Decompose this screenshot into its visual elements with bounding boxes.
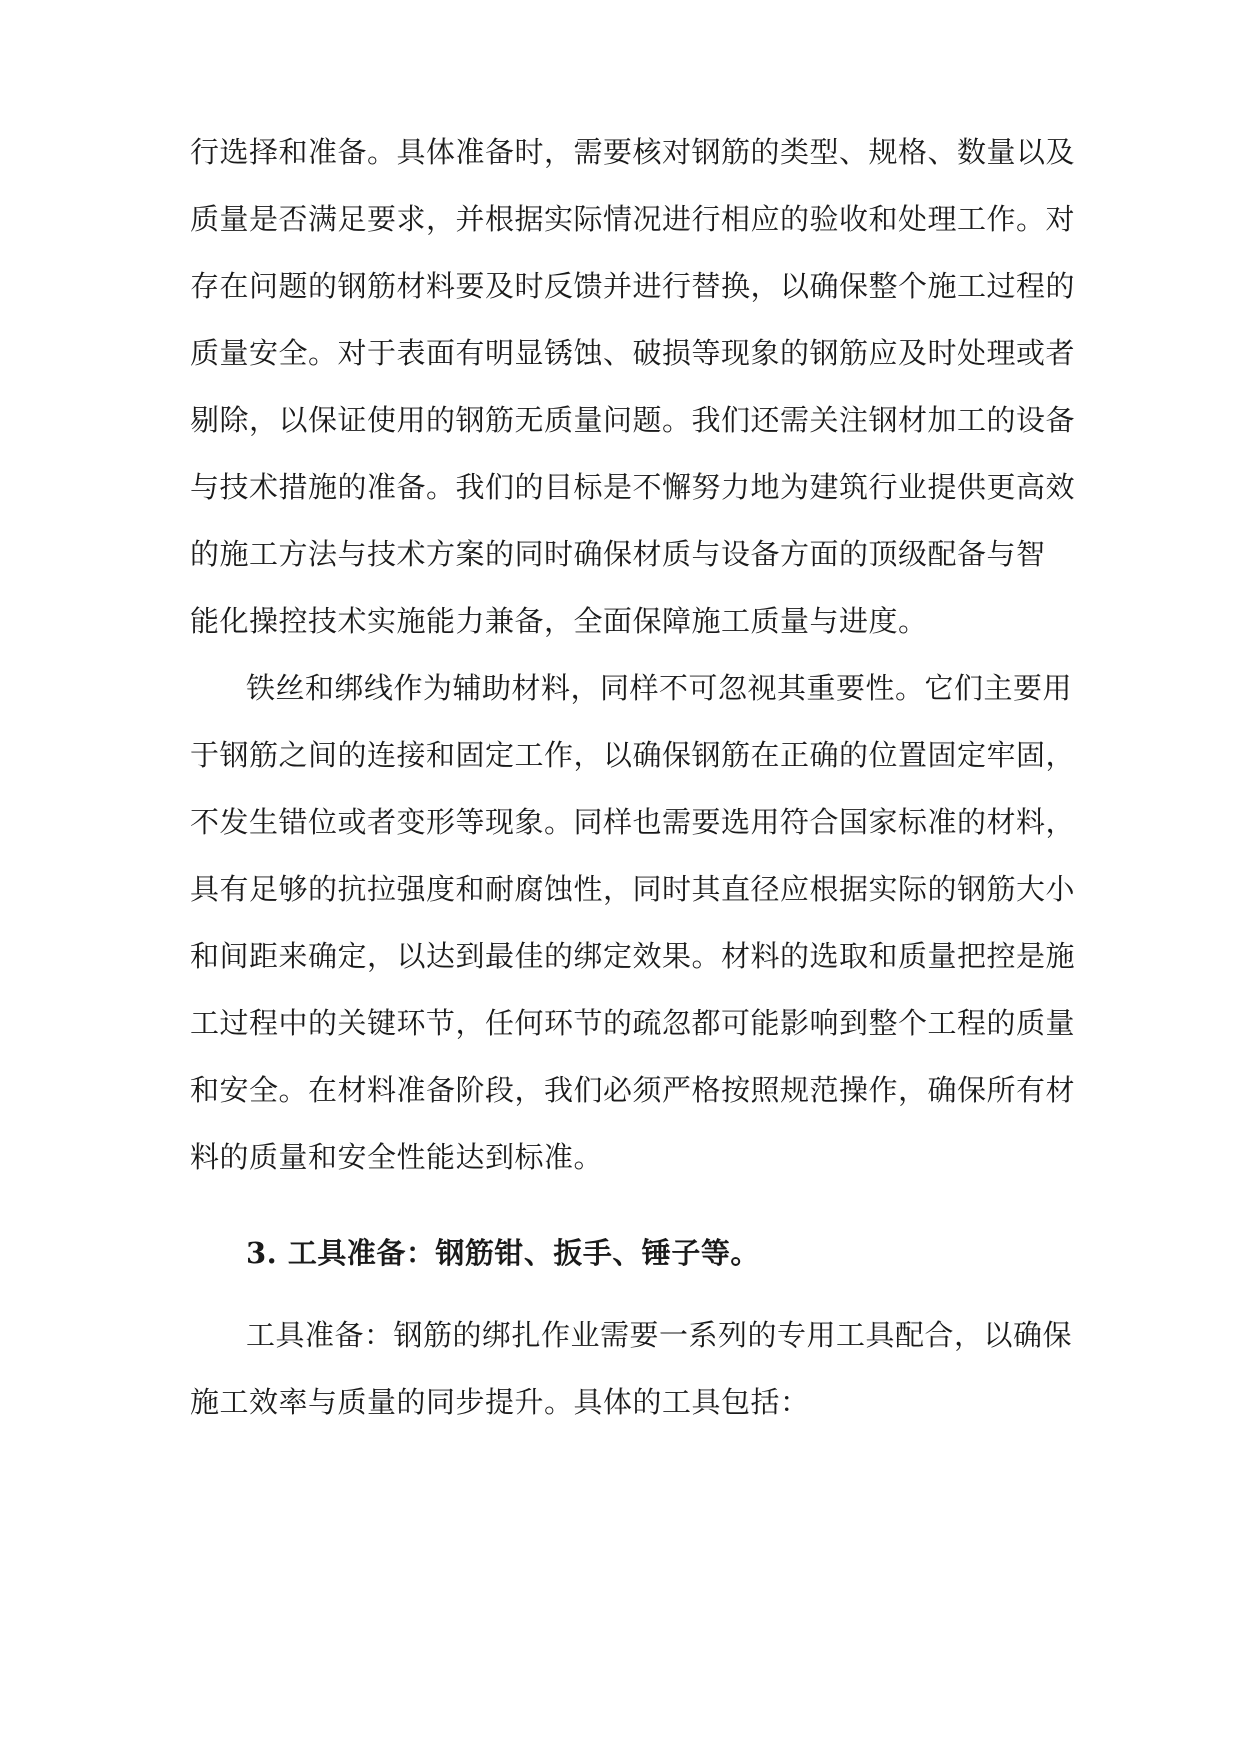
text-line: 料的质量和安全性能达到标准。 <box>190 1140 604 1174</box>
text-line: 不发生错位或者变形等现象。同样也需要选用符合国家标准的材料， <box>190 805 1076 839</box>
text-line: 能化操控技术实施能力兼备，全面保障施工质量与进度。 <box>190 604 928 638</box>
text-line: 和安全。在材料准备阶段，我们必须严格按照规范操作，确保所有材 <box>190 1073 1076 1107</box>
text-line: 质量安全。对于表面有明显锈蚀、破损等现象的钢筋应及时处理或者 <box>190 336 1076 370</box>
text-line: 的施工方法与技术方案的同时确保材质与设备方面的顶级配备与智 <box>190 537 1046 571</box>
text-line: 存在问题的钢筋材料要及时反馈并进行替换，以确保整个施工过程的 <box>190 269 1076 303</box>
text-line: 行选择和准备。具体准备时，需要核对钢筋的类型、规格、数量以及 <box>190 135 1076 169</box>
text-line: 质量是否满足要求，并根据实际情况进行相应的验收和处理工作。对 <box>190 202 1076 236</box>
text-line: 工过程中的关键环节，任何环节的疏忽都可能影响到整个工程的质量 <box>190 1006 1076 1040</box>
text-line: 于钢筋之间的连接和固定工作，以确保钢筋在正确的位置固定牢固， <box>190 738 1076 772</box>
text-line: 剔除，以保证使用的钢筋无质量问题。我们还需关注钢材加工的设备 <box>190 403 1076 437</box>
text-line: 铁丝和绑线作为辅助材料，同样不可忽视其重要性。它们主要用 <box>246 671 1073 705</box>
text-line: 和间距来确定，以达到最佳的绑定效果。材料的选取和质量把控是施 <box>190 939 1076 973</box>
text-line: 施工效率与质量的同步提升。具体的工具包括： <box>190 1385 810 1419</box>
text-line: 具有足够的抗拉强度和耐腐蚀性，同时其直径应根据实际的钢筋大小 <box>190 872 1076 906</box>
section-heading: 3. 工具准备：钢筋钳、扳手、锤子等。 <box>246 1236 760 1270</box>
text-line: 工具准备：钢筋的绑扎作业需要一系列的专用工具配合，以确保 <box>246 1318 1073 1352</box>
text-line: 与技术措施的准备。我们的目标是不懈努力地为建筑行业提供更高效 <box>190 470 1076 504</box>
